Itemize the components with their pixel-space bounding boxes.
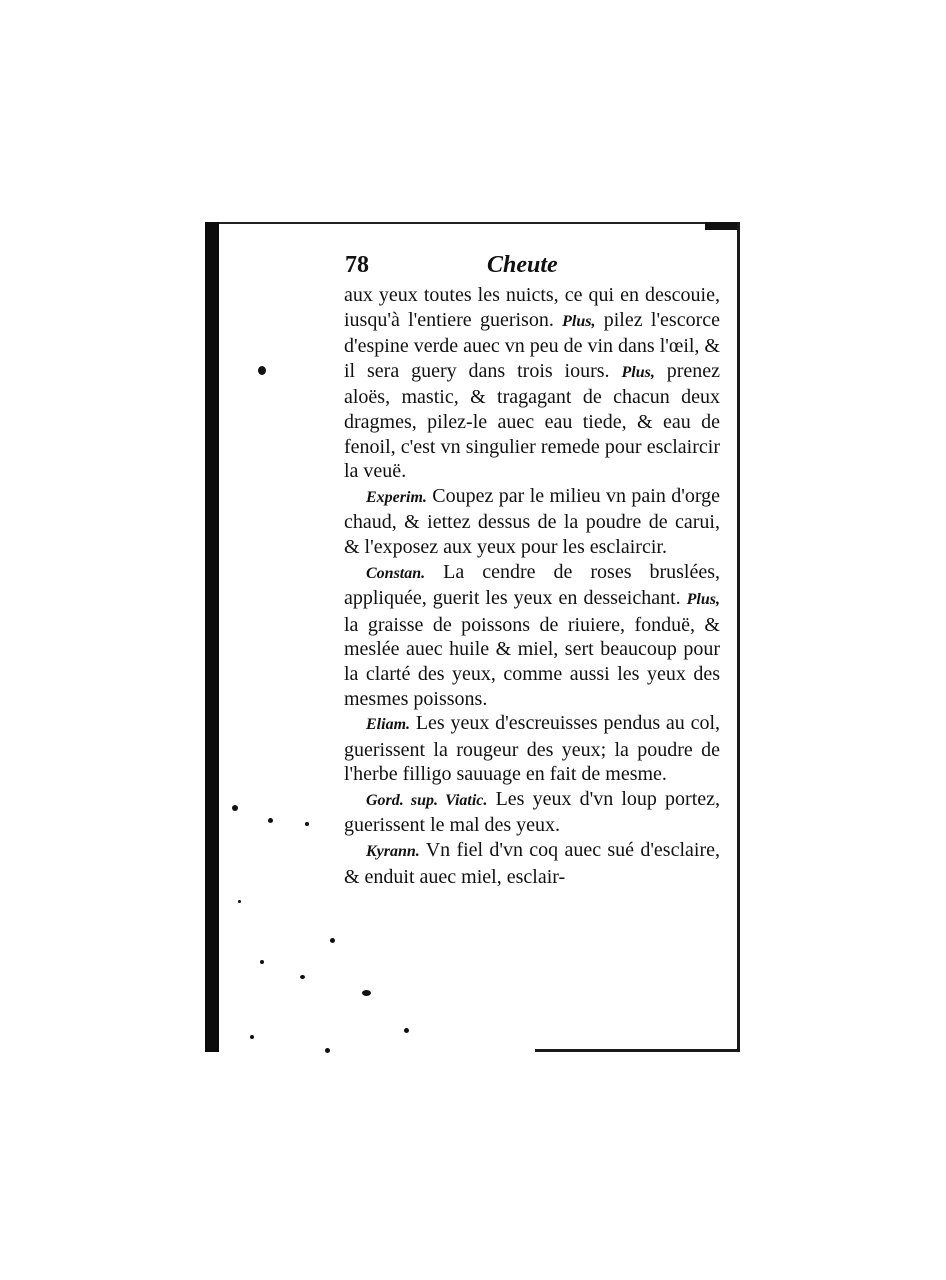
paragraph-text: pilez l'escorce d'espine verde auec vn peu de vin dans l'œil, & il sera guery dans trois iours. xyxy=(344,308,720,382)
marginal-label: Plus, xyxy=(621,363,655,381)
paragraph-text: prenez aloës, mastic, & tragagant de chacun deux dragmes, pilez-le auec eau tiede, & eau de fenoil, c'est vn singulier remede pour esclaircir la veuë. xyxy=(344,359,721,483)
paragraph-2 xyxy=(344,484,720,560)
running-title: Cheute xyxy=(487,252,558,278)
paragraph-text: Coupez par le milieu vn pain d'orge chaud, & iettez dessus de la poudre de carui, & l'exposez aux yeux pour les esclaircir. xyxy=(344,484,720,558)
paragraph-1 xyxy=(344,283,720,484)
page-bottom-edge xyxy=(535,1049,740,1052)
text-block xyxy=(344,283,720,889)
source-label: Experim. xyxy=(366,488,427,506)
page-top-corner xyxy=(705,222,740,230)
paragraph-text: Vn fiel d'vn coq auec sué d'esclaire, & enduit auec miel, esclair- xyxy=(344,839,720,888)
ink-speck xyxy=(268,818,273,823)
paragraph-3 xyxy=(344,560,720,712)
marginal-label: Plus, xyxy=(562,312,596,330)
paragraph-4 xyxy=(344,711,720,787)
paragraph-text: Les yeux d'vn loup portez, guerissent le mal des yeux. xyxy=(344,787,721,837)
ink-speck xyxy=(258,366,266,375)
paragraph-6 xyxy=(344,838,720,889)
ink-speck xyxy=(404,1028,409,1033)
source-label: Kyrann. xyxy=(366,843,420,861)
ink-speck xyxy=(305,822,309,826)
paragraph-text: la graisse de poissons de riuiere, fonduë, & meslée auec huile & miel, sert beaucoup pour la clarté des yeux, comme aussi les yeux des mesmes poissons. xyxy=(344,613,720,710)
page-right-edge xyxy=(737,222,740,1052)
ink-speck xyxy=(330,938,335,943)
marginal-label: Plus, xyxy=(686,591,720,609)
source-label: Constan. xyxy=(366,564,426,582)
source-label: Eliam. xyxy=(366,716,411,734)
page-top-edge xyxy=(219,222,740,229)
ink-speck xyxy=(232,805,238,811)
ink-speck xyxy=(250,1035,254,1039)
page-number: 78 xyxy=(345,252,369,278)
ink-speck xyxy=(260,960,264,964)
ink-speck xyxy=(238,900,241,903)
ink-speck xyxy=(362,990,371,996)
page-header xyxy=(345,252,565,282)
ink-speck xyxy=(300,975,305,979)
page-left-edge xyxy=(205,222,219,1052)
paragraph-text: Les yeux d'escreuisses pendus au col, guerissent la rougeur des yeux; la poudre de l'herbe filligo sauuage en fait de mesme. xyxy=(344,712,721,786)
paragraph-5 xyxy=(344,787,720,838)
source-label: Gord. sup. Viatic. xyxy=(366,791,488,809)
paragraph-text: La cendre de roses bruslées, appliquée, guerit les yeux en desseichant. xyxy=(344,560,721,610)
paragraph-text: aux yeux toutes les nuicts, ce qui en descouie, iusqu'à l'entiere guerison. xyxy=(344,284,720,331)
ink-speck xyxy=(325,1048,330,1053)
